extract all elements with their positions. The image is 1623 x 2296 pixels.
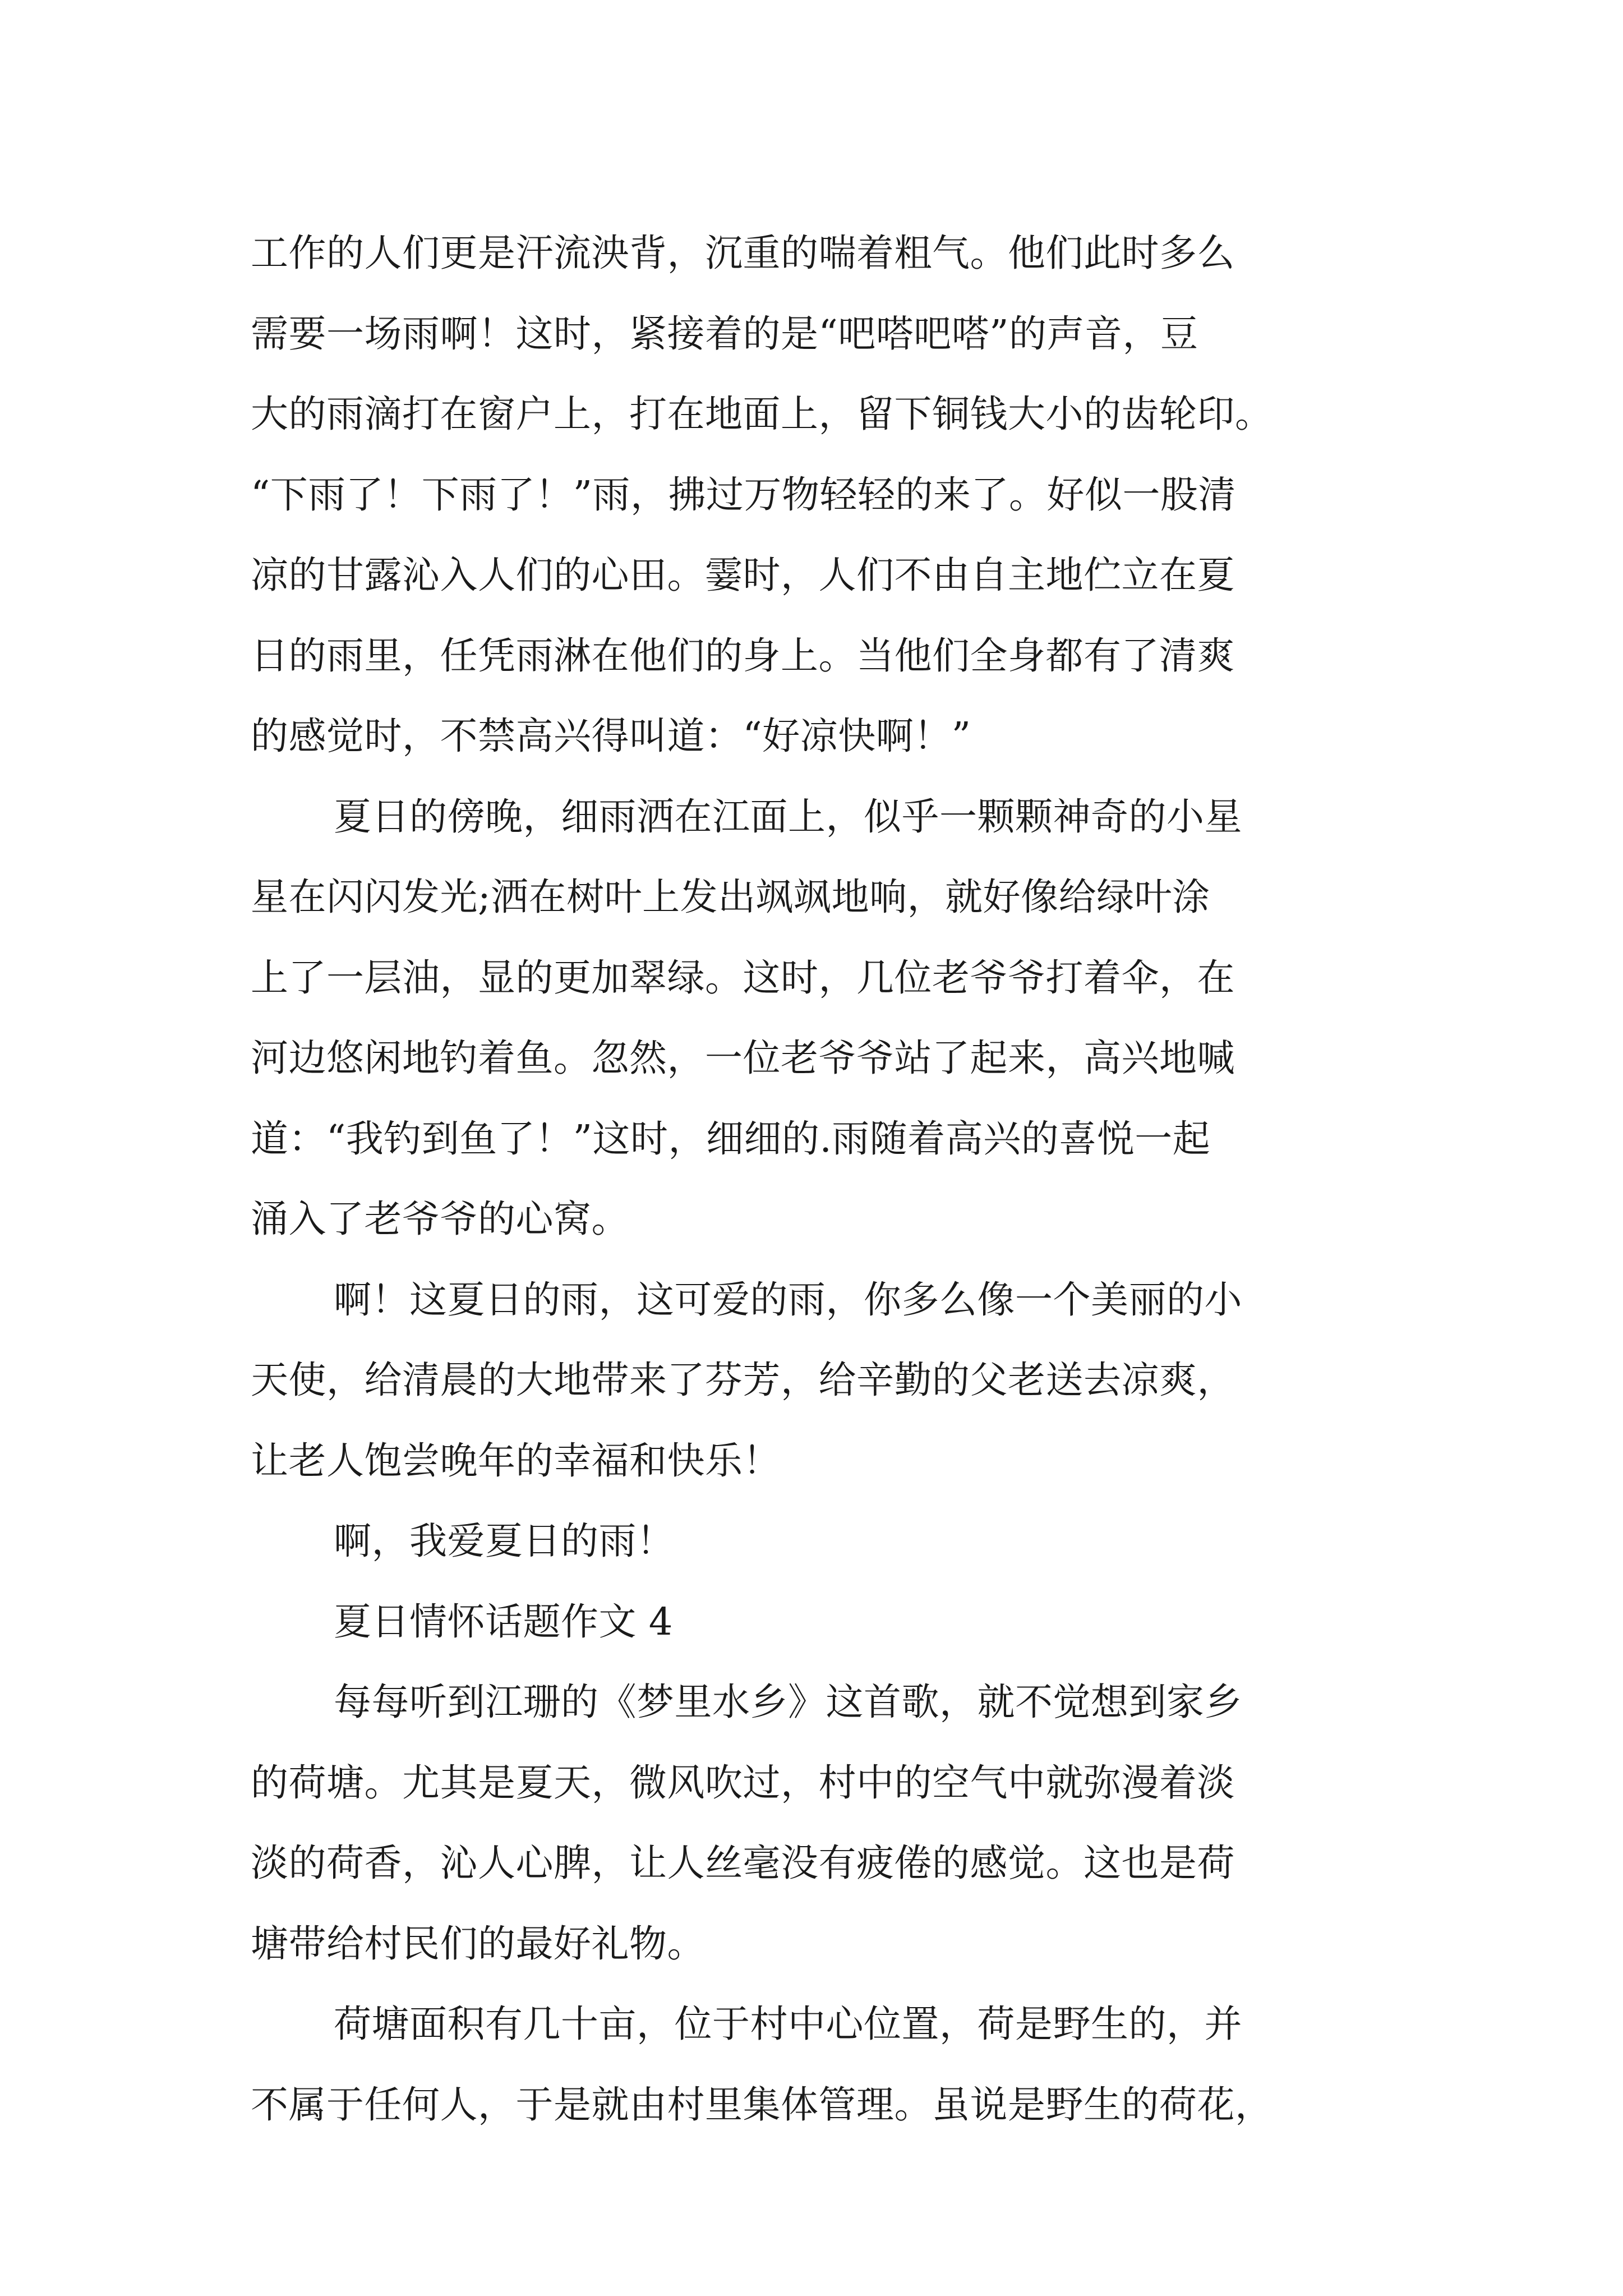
text-line: 日的雨里，任凭雨淋在他们的身上。当他们全身都有了清爽 — [251, 633, 1235, 678]
document-body — [251, 213, 1400, 2145]
text-line: 的荷塘。尤其是夏天，微风吹过，村中的空气中就弥漫着淡 — [251, 1760, 1235, 1805]
text-line: 需要一场雨啊！这时，紧接着的是“吧嗒吧嗒”的声音，豆 — [251, 311, 1198, 356]
text-line: 涌入了老爷爷的心窝。 — [251, 1197, 629, 1241]
paragraph-first-line: 夏日的傍晚，细雨洒在江面上，似乎一颗颗神奇的小星 — [334, 794, 1242, 839]
section-heading: 夏日情怀话题作文 4 — [334, 1599, 673, 1644]
text-line: 上了一层油，显的更加翠绿。这时，几位老爷爷打着伞，在 — [251, 955, 1235, 1000]
paragraph-first-line: 荷塘面积有几十亩，位于村中心位置，荷是野生的，并 — [334, 2002, 1242, 2046]
paragraph-first-line: 每每听到江珊的《梦里水乡》这首歌，就不觉想到家乡 — [334, 1680, 1242, 1724]
paragraph-first-line: 啊，我爱夏日的雨！ — [334, 1519, 675, 1563]
text-line: 天使，给清晨的大地带来了芬芳，给辛勤的父老送去凉爽， — [251, 1358, 1235, 1402]
text-line: 的感觉时，不禁高兴得叫道：“好凉快啊！” — [251, 714, 971, 758]
text-line: 淡的荷香，沁人心脾，让人丝毫没有疲倦的感觉。这也是荷 — [251, 1841, 1235, 1885]
text-line: 河边悠闲地钓着鱼。忽然，一位老爷爷站了起来，高兴地喊 — [251, 1036, 1235, 1080]
text-line: 让老人饱尝晚年的幸福和快乐！ — [251, 1438, 781, 1483]
text-line: 大的雨滴打在窗户上，打在地面上，留下铜钱大小的齿轮印。 — [251, 392, 1273, 436]
text-line: 道：“我钓到鱼了！”这时，细细的.雨随着高兴的喜悦一起 — [251, 1116, 1211, 1161]
paragraph-first-line: 啊！这夏日的雨，这可爱的雨，你多么像一个美丽的小 — [334, 1277, 1242, 1322]
text-line: 工作的人们更是汗流泱背，沉重的喘着粗气。他们此时多么 — [251, 231, 1235, 275]
text-line: “下雨了！下雨了！”雨，拂过万物轻轻的来了。好似一股清 — [251, 472, 1237, 517]
text-line: 星在闪闪发光;洒在树叶上发出飒飒地响，就好像给绿叶涂 — [251, 875, 1210, 919]
text-line: 塘带给村民们的最好礼物。 — [251, 1921, 705, 1966]
text-line: 凉的甘露沁入人们的心田。霎时，人们不由自主地伫立在夏 — [251, 553, 1235, 597]
text-line: 不属于任何人，于是就由村里集体管理。虽说是野生的荷花， — [251, 2082, 1273, 2127]
